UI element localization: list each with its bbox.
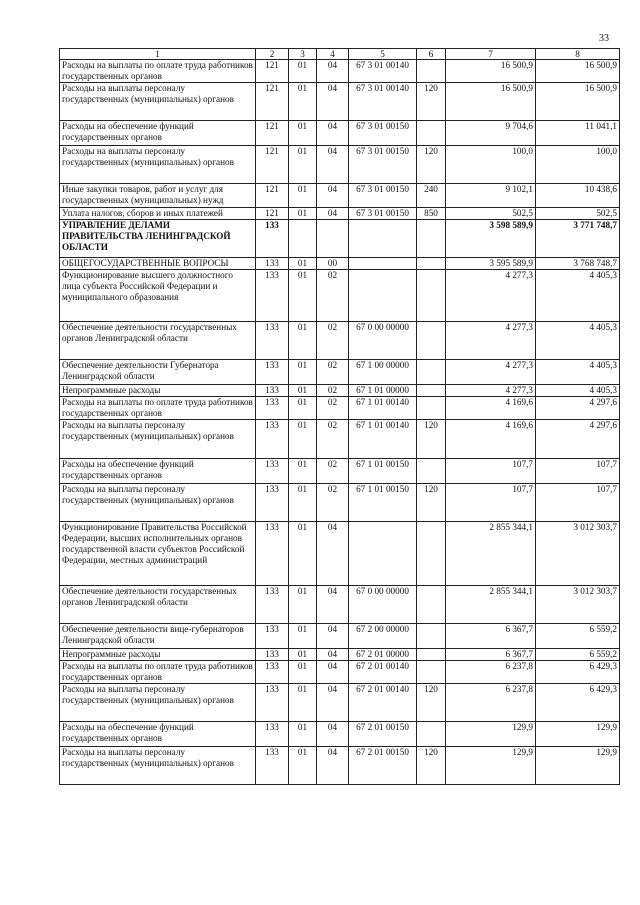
cell-amount-year-1: 100,0 bbox=[446, 146, 536, 184]
cell-expense-type bbox=[417, 661, 446, 684]
cell-expense-type: 120 bbox=[417, 484, 446, 522]
cell-name: Непрограммные расходы bbox=[60, 649, 256, 661]
cell-target-article: 67 2 01 00140 bbox=[349, 684, 417, 722]
cell-name: Расходы на обеспечение функций государственных органов bbox=[60, 459, 256, 484]
table-row bbox=[60, 270, 620, 322]
cell-expense-type: 120 bbox=[417, 747, 446, 785]
cell-name: Иные закупки товаров, работ и услуг для государственных (муниципальных) нужд bbox=[60, 184, 256, 208]
cell-subsection: 04 bbox=[317, 146, 349, 184]
cell-admin-code: 121 bbox=[256, 184, 289, 208]
cell-expense-type bbox=[417, 397, 446, 420]
table-row bbox=[60, 360, 620, 385]
cell-subsection: 02 bbox=[317, 484, 349, 522]
cell-target-article: 67 1 01 00150 bbox=[349, 484, 417, 522]
cell-name: Расходы на выплаты по оплате труда работников государственных органов bbox=[60, 60, 256, 83]
cell-section: 01 bbox=[289, 60, 317, 83]
cell-target-article: 67 3 01 00150 bbox=[349, 208, 417, 220]
cell-amount-year-2: 100,0 bbox=[536, 146, 620, 184]
cell-subsection: 04 bbox=[317, 60, 349, 83]
table-row bbox=[60, 60, 620, 83]
table-row bbox=[60, 459, 620, 484]
cell-name: УПРАВЛЕНИЕ ДЕЛАМИ ПРАВИТЕЛЬСТВА ЛЕНИНГРАДСКОЙ ОБЛАСТИ bbox=[60, 220, 256, 258]
cell-section: 01 bbox=[289, 522, 317, 586]
table-body bbox=[60, 60, 620, 785]
cell-target-article: 67 3 01 00150 bbox=[349, 184, 417, 208]
table-row bbox=[60, 522, 620, 586]
cell-subsection: 02 bbox=[317, 385, 349, 397]
column-header: 2 bbox=[256, 49, 289, 60]
cell-name: Расходы на выплаты персоналу государственных (муниципальных) органов bbox=[60, 83, 256, 121]
cell-subsection: 04 bbox=[317, 522, 349, 586]
cell-amount-year-1: 4 169,6 bbox=[446, 420, 536, 459]
cell-amount-year-1: 6 367,7 bbox=[446, 649, 536, 661]
cell-amount-year-1: 3 595 589,9 bbox=[446, 258, 536, 270]
table-row bbox=[60, 121, 620, 146]
cell-amount-year-1: 16 500,9 bbox=[446, 60, 536, 83]
cell-amount-year-2: 6 559,2 bbox=[536, 649, 620, 661]
cell-subsection: 04 bbox=[317, 184, 349, 208]
cell-name: Непрограммные расходы bbox=[60, 385, 256, 397]
cell-subsection: 02 bbox=[317, 322, 349, 360]
cell-amount-year-2: 502,5 bbox=[536, 208, 620, 220]
cell-amount-year-1: 129,9 bbox=[446, 722, 536, 747]
cell-expense-type bbox=[417, 624, 446, 649]
cell-admin-code: 133 bbox=[256, 649, 289, 661]
cell-amount-year-2: 107,7 bbox=[536, 484, 620, 522]
cell-subsection: 04 bbox=[317, 586, 349, 624]
cell-subsection bbox=[317, 220, 349, 258]
page-number: 33 bbox=[599, 33, 609, 44]
cell-section: 01 bbox=[289, 586, 317, 624]
cell-section bbox=[289, 220, 317, 258]
cell-expense-type: 120 bbox=[417, 684, 446, 722]
table-row bbox=[60, 83, 620, 121]
column-header: 1 bbox=[60, 49, 256, 60]
cell-subsection: 02 bbox=[317, 397, 349, 420]
cell-target-article: 67 1 01 00000 bbox=[349, 385, 417, 397]
column-header: 5 bbox=[349, 49, 417, 60]
cell-subsection: 04 bbox=[317, 624, 349, 649]
cell-subsection: 02 bbox=[317, 270, 349, 322]
cell-amount-year-1: 107,7 bbox=[446, 459, 536, 484]
cell-admin-code: 133 bbox=[256, 322, 289, 360]
cell-expense-type bbox=[417, 459, 446, 484]
cell-target-article: 67 3 01 00150 bbox=[349, 121, 417, 146]
cell-section: 01 bbox=[289, 747, 317, 785]
cell-amount-year-1: 4 277,3 bbox=[446, 270, 536, 322]
cell-expense-type: 120 bbox=[417, 420, 446, 459]
cell-section: 01 bbox=[289, 684, 317, 722]
cell-name: Расходы на выплаты персоналу государственных (муниципальных) органов bbox=[60, 484, 256, 522]
cell-admin-code: 133 bbox=[256, 522, 289, 586]
table-row bbox=[60, 722, 620, 747]
cell-target-article bbox=[349, 258, 417, 270]
cell-amount-year-2: 3 012 303,7 bbox=[536, 586, 620, 624]
cell-section: 01 bbox=[289, 184, 317, 208]
cell-name: Расходы на выплаты персоналу государственных (муниципальных) органов bbox=[60, 747, 256, 785]
table-row bbox=[60, 484, 620, 522]
cell-amount-year-2: 16 500,9 bbox=[536, 60, 620, 83]
cell-target-article: 67 0 00 00000 bbox=[349, 586, 417, 624]
cell-amount-year-1: 2 855 344,1 bbox=[446, 522, 536, 586]
column-header: 6 bbox=[417, 49, 446, 60]
table-row bbox=[60, 385, 620, 397]
cell-expense-type bbox=[417, 385, 446, 397]
cell-admin-code: 133 bbox=[256, 220, 289, 258]
cell-target-article: 67 1 00 00000 bbox=[349, 360, 417, 385]
cell-subsection: 04 bbox=[317, 747, 349, 785]
cell-amount-year-1: 6 237,8 bbox=[446, 684, 536, 722]
cell-section: 01 bbox=[289, 121, 317, 146]
cell-expense-type bbox=[417, 258, 446, 270]
cell-amount-year-2: 4 297,6 bbox=[536, 397, 620, 420]
cell-subsection: 04 bbox=[317, 208, 349, 220]
cell-target-article: 67 2 01 00140 bbox=[349, 661, 417, 684]
table-row bbox=[60, 208, 620, 220]
cell-target-article: 67 0 00 00000 bbox=[349, 322, 417, 360]
cell-amount-year-2: 16 500,9 bbox=[536, 83, 620, 121]
cell-expense-type bbox=[417, 121, 446, 146]
cell-amount-year-1: 9 102,1 bbox=[446, 184, 536, 208]
cell-expense-type: 120 bbox=[417, 83, 446, 121]
cell-expense-type: 240 bbox=[417, 184, 446, 208]
cell-admin-code: 121 bbox=[256, 121, 289, 146]
cell-target-article: 67 2 01 00000 bbox=[349, 649, 417, 661]
cell-target-article bbox=[349, 270, 417, 322]
cell-expense-type bbox=[417, 270, 446, 322]
cell-section: 01 bbox=[289, 397, 317, 420]
cell-subsection: 02 bbox=[317, 360, 349, 385]
cell-subsection: 04 bbox=[317, 661, 349, 684]
cell-amount-year-1: 4 277,3 bbox=[446, 385, 536, 397]
cell-name: Расходы на выплаты по оплате труда работников государственных органов bbox=[60, 397, 256, 420]
cell-target-article: 67 1 01 00150 bbox=[349, 459, 417, 484]
cell-amount-year-1: 16 500,9 bbox=[446, 83, 536, 121]
cell-admin-code: 133 bbox=[256, 258, 289, 270]
cell-admin-code: 133 bbox=[256, 661, 289, 684]
cell-section: 01 bbox=[289, 322, 317, 360]
cell-amount-year-1: 6 367,7 bbox=[446, 624, 536, 649]
cell-target-article: 67 2 01 00150 bbox=[349, 747, 417, 785]
cell-target-article: 67 1 01 00140 bbox=[349, 420, 417, 459]
column-header: 7 bbox=[446, 49, 536, 60]
cell-target-article: 67 2 01 00150 bbox=[349, 722, 417, 747]
table-row bbox=[60, 397, 620, 420]
cell-admin-code: 133 bbox=[256, 484, 289, 522]
cell-target-article: 67 3 01 00140 bbox=[349, 83, 417, 121]
cell-admin-code: 133 bbox=[256, 624, 289, 649]
cell-section: 01 bbox=[289, 649, 317, 661]
cell-subsection: 04 bbox=[317, 649, 349, 661]
cell-section: 01 bbox=[289, 83, 317, 121]
cell-expense-type bbox=[417, 722, 446, 747]
cell-name: Уплата налогов, сборов и иных платежей bbox=[60, 208, 256, 220]
cell-name: Расходы на выплаты персоналу государственных (муниципальных) органов bbox=[60, 146, 256, 184]
table-row bbox=[60, 624, 620, 649]
cell-amount-year-2: 4 405,3 bbox=[536, 385, 620, 397]
cell-expense-type bbox=[417, 360, 446, 385]
cell-amount-year-2: 6 429,3 bbox=[536, 684, 620, 722]
cell-admin-code: 133 bbox=[256, 385, 289, 397]
cell-amount-year-1: 4 169,6 bbox=[446, 397, 536, 420]
cell-expense-type: 850 bbox=[417, 208, 446, 220]
cell-section: 01 bbox=[289, 208, 317, 220]
cell-amount-year-2: 4 405,3 bbox=[536, 360, 620, 385]
table-row bbox=[60, 220, 620, 258]
cell-section: 01 bbox=[289, 270, 317, 322]
budget-table bbox=[59, 48, 620, 785]
cell-name: Функционирование высшего должностного лица субъекта Российской Федерации и муниципального образования bbox=[60, 270, 256, 322]
cell-admin-code: 121 bbox=[256, 146, 289, 184]
cell-amount-year-1: 107,7 bbox=[446, 484, 536, 522]
cell-subsection: 02 bbox=[317, 420, 349, 459]
cell-subsection: 00 bbox=[317, 258, 349, 270]
cell-name: Расходы на обеспечение функций государственных органов bbox=[60, 722, 256, 747]
cell-subsection: 04 bbox=[317, 121, 349, 146]
cell-amount-year-2: 129,9 bbox=[536, 722, 620, 747]
table-row bbox=[60, 322, 620, 360]
cell-amount-year-1: 3 598 589,9 bbox=[446, 220, 536, 258]
cell-target-article bbox=[349, 220, 417, 258]
cell-subsection: 02 bbox=[317, 459, 349, 484]
cell-target-article: 67 1 01 00140 bbox=[349, 397, 417, 420]
cell-name: Обеспечение деятельности Губернатора Ленинградской области bbox=[60, 360, 256, 385]
cell-name: Обеспечение деятельности государственных органов Ленинградской области bbox=[60, 322, 256, 360]
cell-name: Расходы на выплаты персоналу государственных (муниципальных) органов bbox=[60, 684, 256, 722]
cell-amount-year-1: 6 237,8 bbox=[446, 661, 536, 684]
cell-expense-type bbox=[417, 586, 446, 624]
cell-amount-year-1: 129,9 bbox=[446, 747, 536, 785]
table-row bbox=[60, 258, 620, 270]
cell-amount-year-2: 11 041,1 bbox=[536, 121, 620, 146]
cell-amount-year-2: 4 405,3 bbox=[536, 322, 620, 360]
column-header: 3 bbox=[289, 49, 317, 60]
cell-amount-year-1: 4 277,3 bbox=[446, 322, 536, 360]
cell-target-article: 67 2 00 00000 bbox=[349, 624, 417, 649]
cell-amount-year-2: 10 438,6 bbox=[536, 184, 620, 208]
cell-admin-code: 121 bbox=[256, 208, 289, 220]
cell-expense-type bbox=[417, 649, 446, 661]
cell-section: 01 bbox=[289, 385, 317, 397]
cell-expense-type bbox=[417, 60, 446, 83]
table-row bbox=[60, 146, 620, 184]
cell-amount-year-2: 129,9 bbox=[536, 747, 620, 785]
table-row bbox=[60, 661, 620, 684]
cell-admin-code: 133 bbox=[256, 397, 289, 420]
cell-admin-code: 133 bbox=[256, 420, 289, 459]
cell-admin-code: 133 bbox=[256, 684, 289, 722]
cell-section: 01 bbox=[289, 420, 317, 459]
cell-expense-type: 120 bbox=[417, 146, 446, 184]
cell-admin-code: 121 bbox=[256, 60, 289, 83]
cell-section: 01 bbox=[289, 722, 317, 747]
cell-amount-year-2: 3 012 303,7 bbox=[536, 522, 620, 586]
cell-amount-year-2: 4 297,6 bbox=[536, 420, 620, 459]
cell-name: Расходы на выплаты персоналу государственных (муниципальных) органов bbox=[60, 420, 256, 459]
cell-name: Обеспечение деятельности государственных органов Ленинградской области bbox=[60, 586, 256, 624]
cell-section: 01 bbox=[289, 661, 317, 684]
cell-admin-code: 133 bbox=[256, 747, 289, 785]
cell-admin-code: 133 bbox=[256, 270, 289, 322]
cell-expense-type bbox=[417, 322, 446, 360]
cell-name: Функционирование Правительства Российской Федерации, высших исполнительных органов государственной власти субъектов Российской Федерации, местных администраций bbox=[60, 522, 256, 586]
cell-amount-year-2: 3 768 748,7 bbox=[536, 258, 620, 270]
cell-name: ОБЩЕГОСУДАРСТВЕННЫЕ ВОПРОСЫ bbox=[60, 258, 256, 270]
cell-amount-year-2: 4 405,3 bbox=[536, 270, 620, 322]
cell-target-article: 67 3 01 00150 bbox=[349, 146, 417, 184]
cell-section: 01 bbox=[289, 360, 317, 385]
cell-amount-year-1: 4 277,3 bbox=[446, 360, 536, 385]
column-header: 4 bbox=[317, 49, 349, 60]
cell-amount-year-1: 502,5 bbox=[446, 208, 536, 220]
cell-admin-code: 133 bbox=[256, 722, 289, 747]
cell-expense-type bbox=[417, 522, 446, 586]
cell-section: 01 bbox=[289, 459, 317, 484]
column-header: 8 bbox=[536, 49, 620, 60]
table-row bbox=[60, 747, 620, 785]
cell-target-article: 67 3 01 00140 bbox=[349, 60, 417, 83]
table-row bbox=[60, 649, 620, 661]
cell-name: Обеспечение деятельности вице-губернаторов Ленинградской области bbox=[60, 624, 256, 649]
cell-section: 01 bbox=[289, 258, 317, 270]
cell-amount-year-1: 2 855 344,1 bbox=[446, 586, 536, 624]
cell-section: 01 bbox=[289, 624, 317, 649]
cell-amount-year-2: 6 429,3 bbox=[536, 661, 620, 684]
cell-subsection: 04 bbox=[317, 684, 349, 722]
table-row bbox=[60, 684, 620, 722]
cell-amount-year-1: 9 704,6 bbox=[446, 121, 536, 146]
table-row bbox=[60, 184, 620, 208]
cell-amount-year-2: 3 771 748,7 bbox=[536, 220, 620, 258]
table-row bbox=[60, 420, 620, 459]
table-row bbox=[60, 586, 620, 624]
cell-target-article bbox=[349, 522, 417, 586]
cell-subsection: 04 bbox=[317, 83, 349, 121]
header-row bbox=[60, 49, 620, 60]
cell-admin-code: 133 bbox=[256, 360, 289, 385]
cell-subsection: 04 bbox=[317, 722, 349, 747]
cell-admin-code: 133 bbox=[256, 586, 289, 624]
cell-name: Расходы на выплаты по оплате труда работников государственных органов bbox=[60, 661, 256, 684]
cell-section: 01 bbox=[289, 146, 317, 184]
cell-expense-type bbox=[417, 220, 446, 258]
cell-amount-year-2: 6 559,2 bbox=[536, 624, 620, 649]
cell-admin-code: 121 bbox=[256, 83, 289, 121]
cell-section: 01 bbox=[289, 484, 317, 522]
cell-name: Расходы на обеспечение функций государственных органов bbox=[60, 121, 256, 146]
cell-amount-year-2: 107,7 bbox=[536, 459, 620, 484]
cell-admin-code: 133 bbox=[256, 459, 289, 484]
